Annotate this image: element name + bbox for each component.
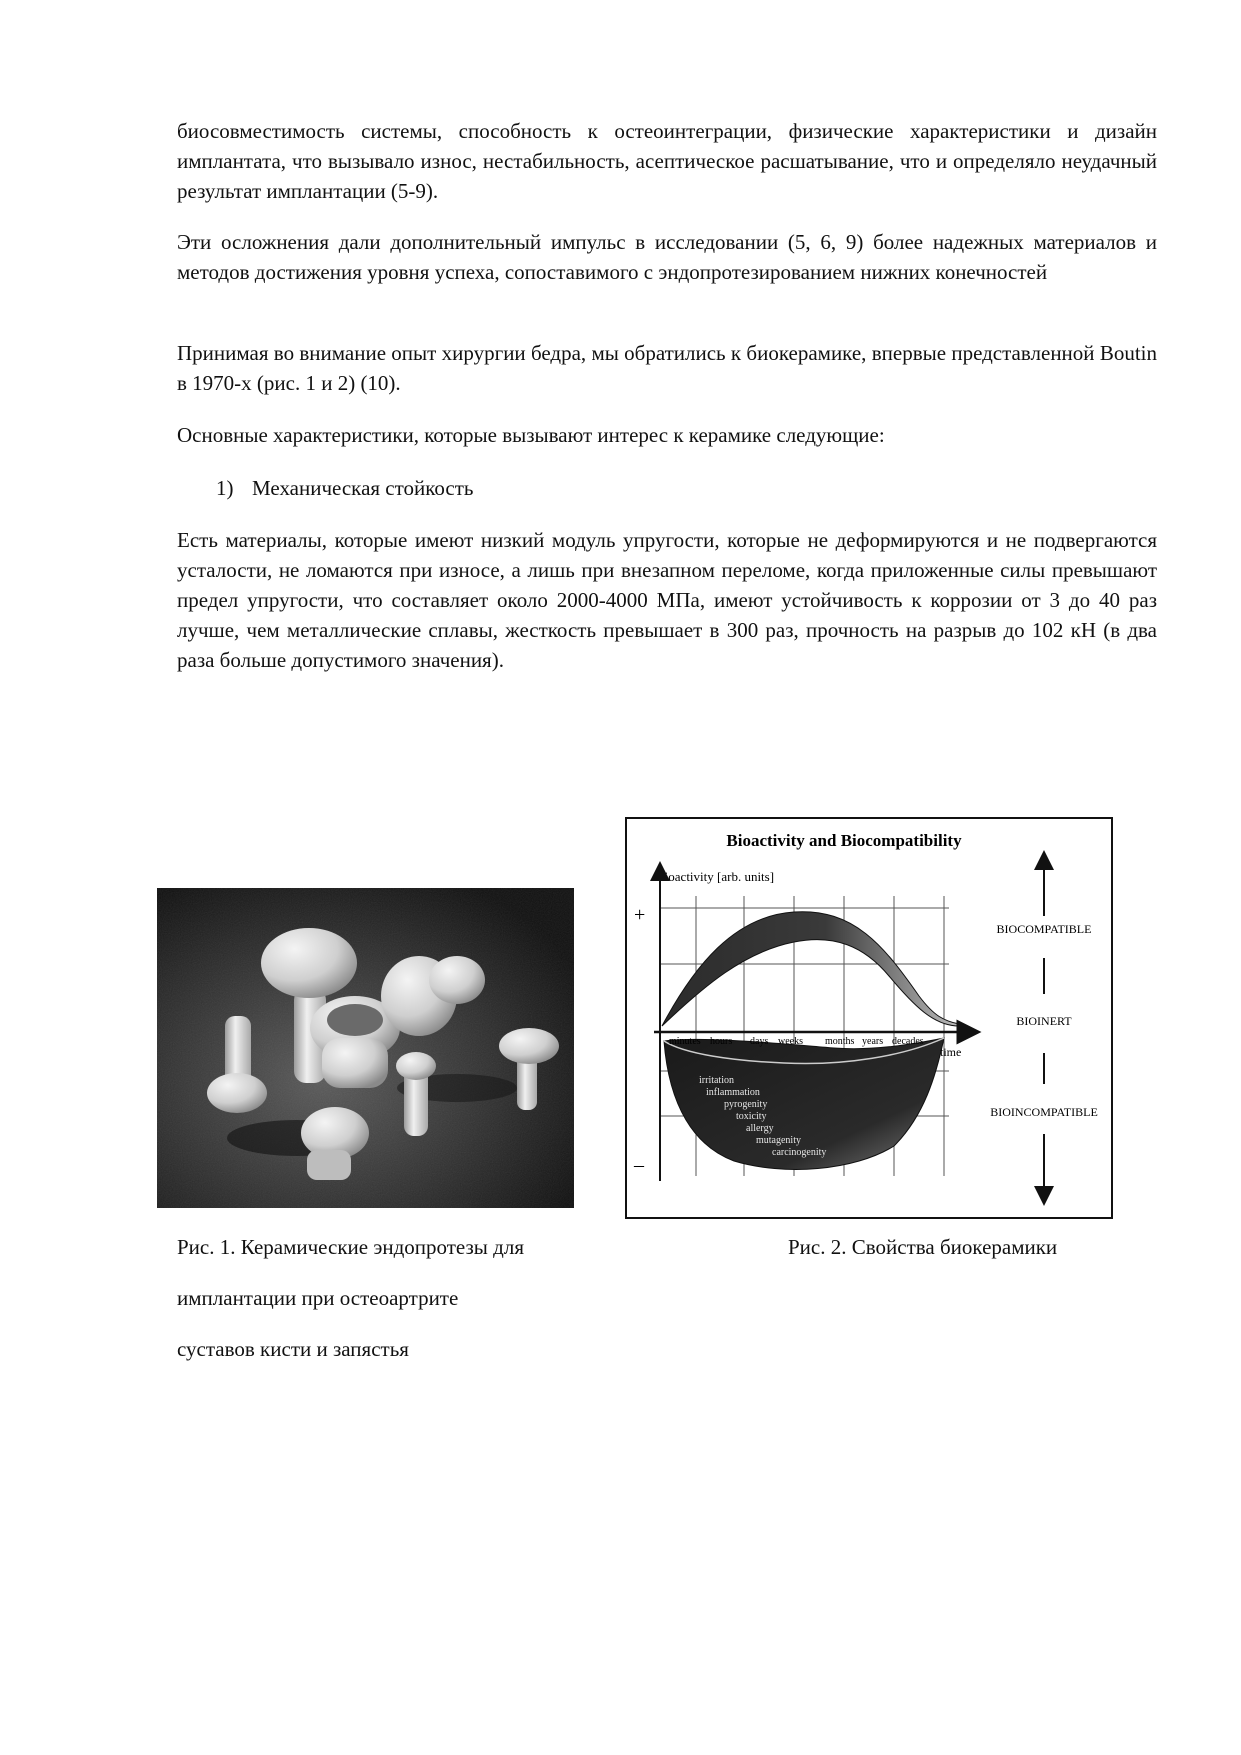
effect-irritation: irritation (699, 1075, 734, 1086)
figure-1-implants-photo (157, 888, 574, 1208)
tick-decades: decades (892, 1036, 924, 1047)
tick-hours: hours (710, 1036, 733, 1047)
tick-days: days (750, 1036, 769, 1047)
list-item-mechanical-resistance (216, 473, 474, 503)
plus-sign: + (634, 904, 646, 926)
effect-pyrogenity: pyrogenity (724, 1099, 768, 1110)
paragraph-3: Принимая во внимание опыт хирургии бедра, мы обратились к биокерамике, впервые представленной Boutin в 1970-х (рис. 1 и 2) (10). (177, 341, 1157, 395)
bioactivity-chart-graphic (624, 816, 1116, 1222)
label-bioinert: BIOINERT (1016, 1014, 1072, 1028)
tick-minutes: minutes (669, 1036, 701, 1047)
list-item-number: 1) (216, 476, 234, 500)
paragraph-1: биосовместимость системы, способность к остеоинтеграции, физические характеристики и дизайн имплантата, что вызывало износ, нестабильность, асептическое расшатывание, что и определяло неудачный результат имплантации (5-9). (177, 119, 1157, 203)
paragraph-2: Эти осложнения дали дополнительный импульс в исследовании (5, 6, 9) более надежных материалов и методов достижения уровня успеха, сопоставимого с эндопротезированием нижних конечностей (177, 230, 1157, 284)
figure-2-caption: Рис. 2. Свойства биокерамики (788, 1235, 1058, 1259)
label-bioincompatible: BIOINCOMPATIBLE (990, 1105, 1098, 1119)
effect-carcinogenity: carcinogenity (772, 1147, 827, 1158)
figure-1-caption-line-2: имплантации при остеоартрите (177, 1286, 459, 1310)
tick-years: years (862, 1036, 884, 1047)
tick-weeks: weeks (778, 1036, 803, 1047)
label-biocompatible: BIOCOMPATIBLE (996, 922, 1092, 936)
effect-inflammation: inflammation (706, 1087, 760, 1098)
paragraph-5: Есть материалы, которые имеют низкий модуль упругости, которые не деформируются и не подвергаются усталости, не ломаются при износе, а лишь при внезапном переломе, когда приложенные силы превышают предел упругости, что составляет около 2000-4000 МПа, имеют устойчивость к коррозии от 3 до 40 раз лучше, чем металлические сплавы, жесткость превышает в 300 раз, прочность на разрыв до 102 кН (в два раза больше допустимого значения). (177, 528, 1157, 672)
chart-ylabel: Bioactivity [arb. units] (656, 869, 775, 884)
effect-allergy: allergy (746, 1123, 774, 1134)
figure-2-bioactivity-chart (624, 816, 1116, 1222)
figure-1-caption-line-1: Рис. 1. Керамические эндопротезы для (177, 1235, 524, 1259)
implants-photo-graphic (157, 888, 574, 1208)
paragraph-4: Основные характеристики, которые вызывают интерес к керамике следующие: (177, 423, 885, 447)
tick-months: months (825, 1036, 855, 1047)
chart-title: Bioactivity and Biocompatibility (726, 831, 962, 850)
x-axis-label: time (940, 1045, 962, 1059)
list-item-text: Механическая стойкость (252, 476, 474, 500)
effect-toxicity: toxicity (736, 1111, 767, 1122)
effect-mutagenity: mutagenity (756, 1135, 801, 1146)
figure-1-caption-line-3: суставов кисти и запястья (177, 1337, 409, 1361)
minus-sign: – (634, 1154, 644, 1176)
